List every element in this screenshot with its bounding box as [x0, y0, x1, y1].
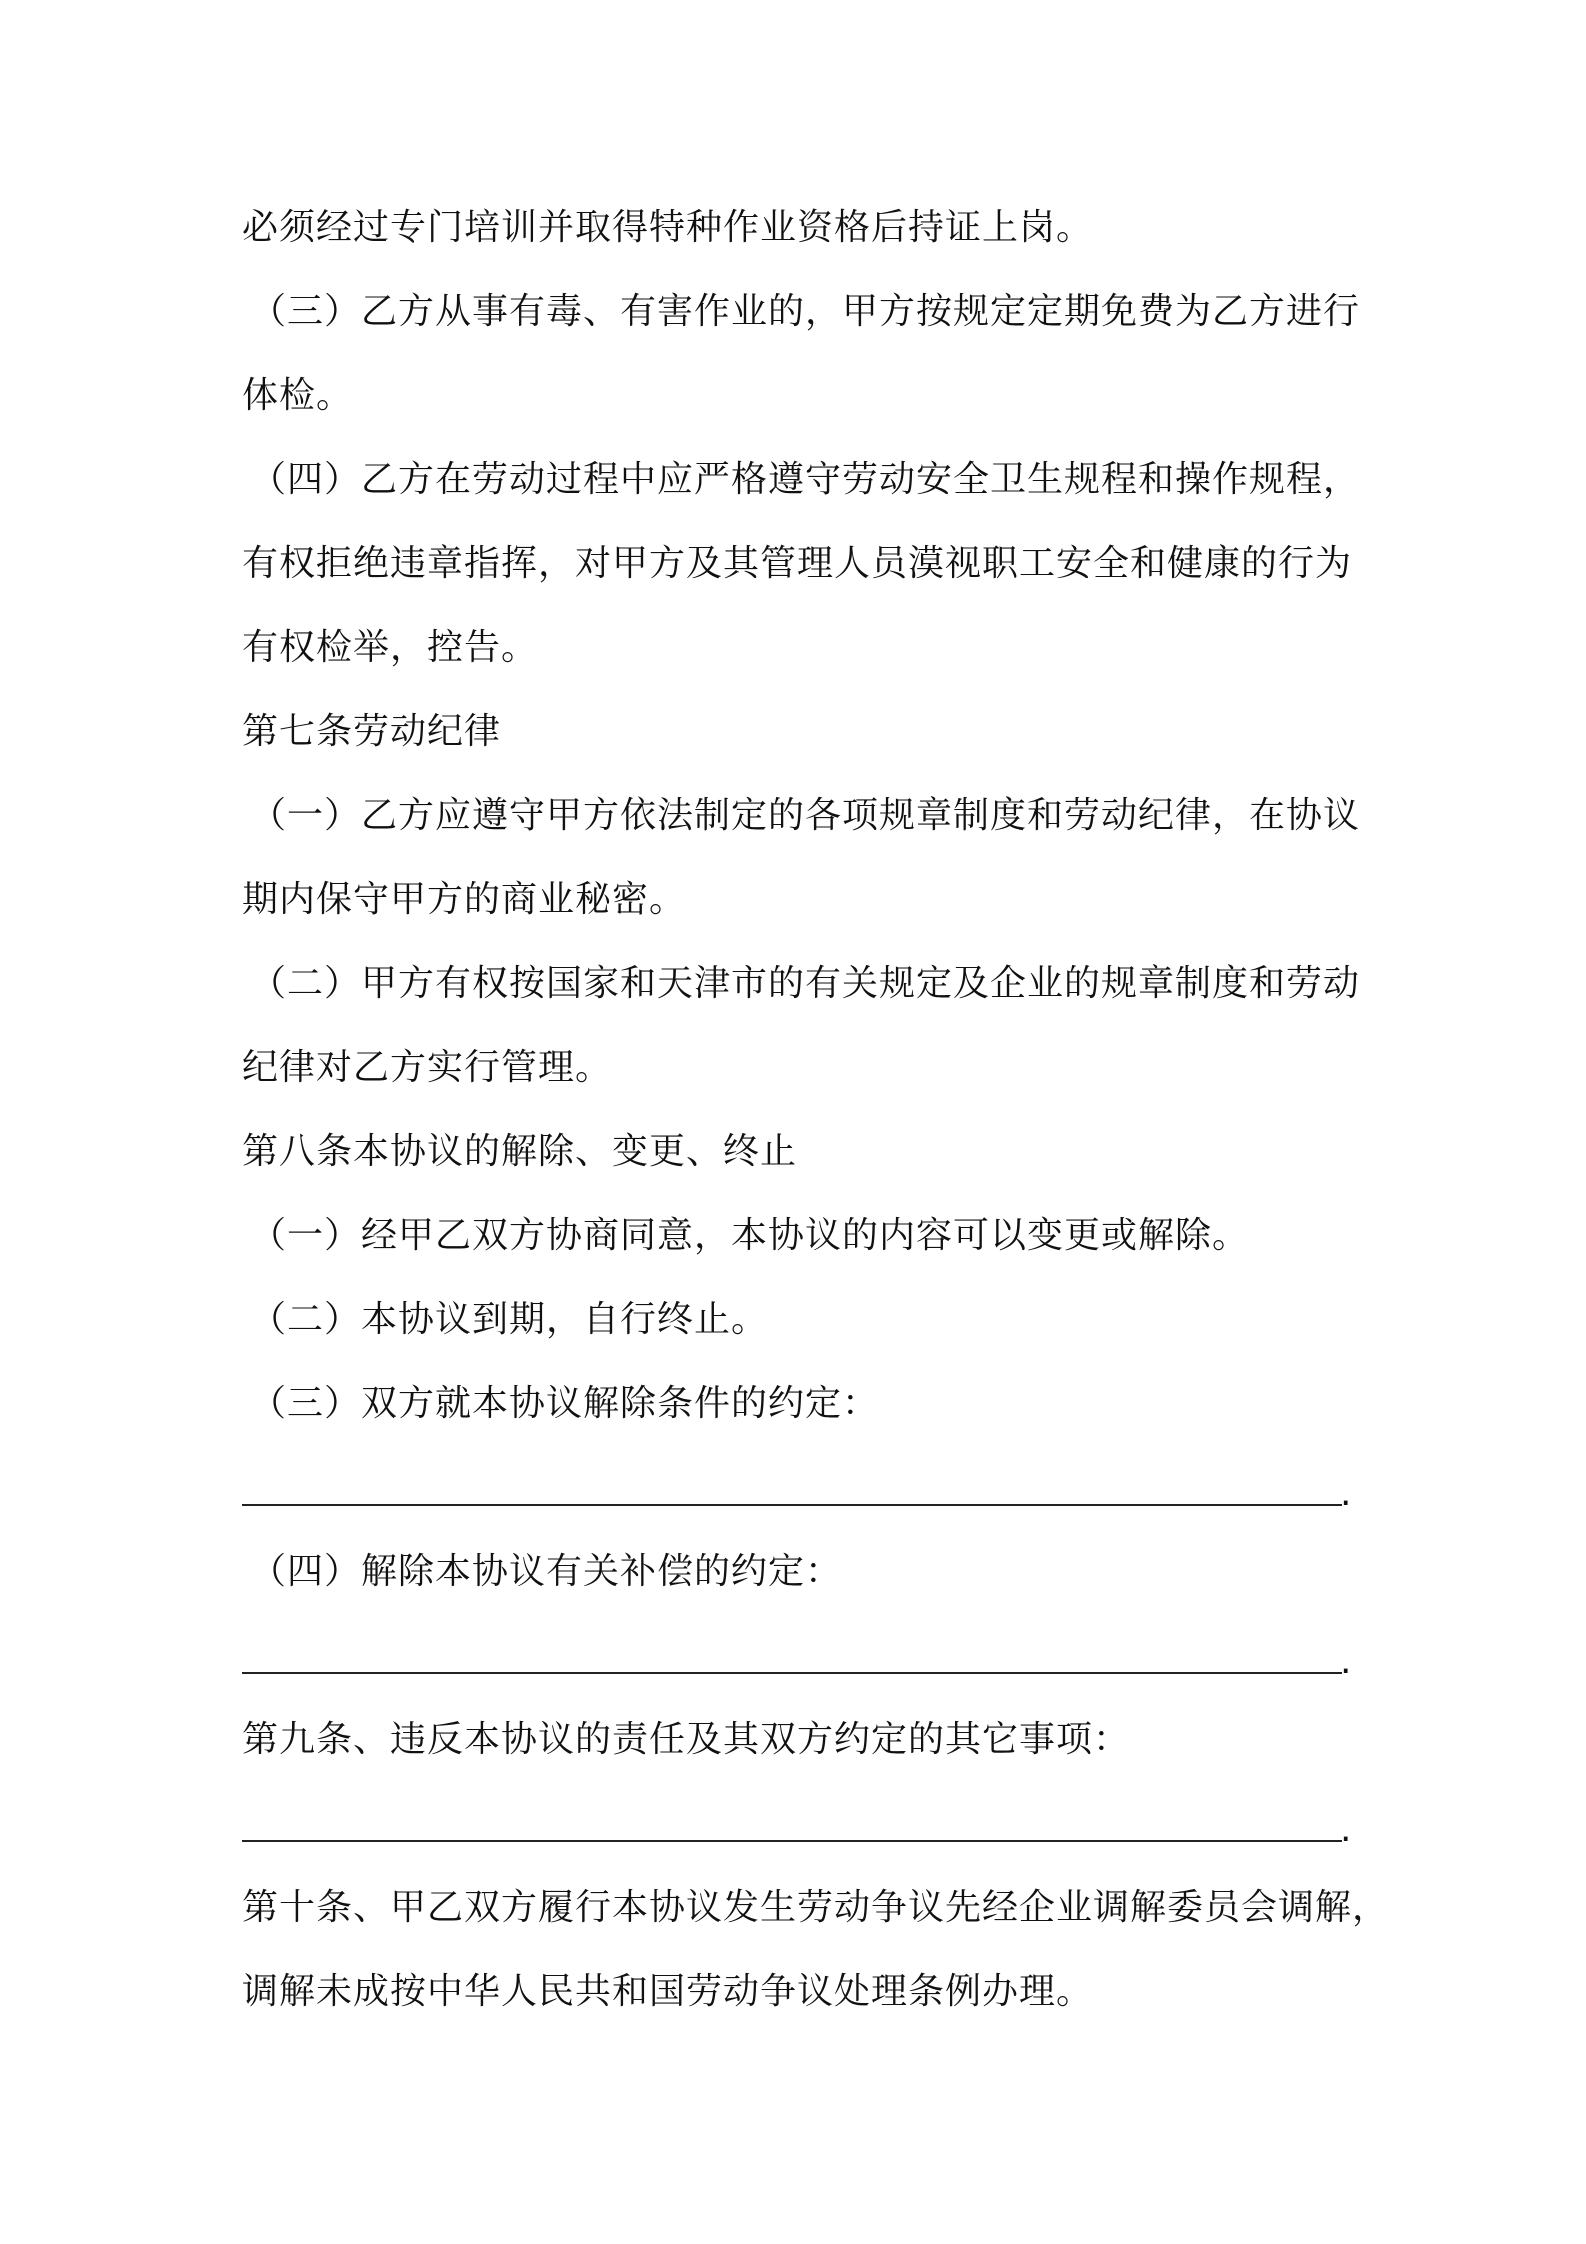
- text-line-19: 调解未成按中华人民共和国劳动争议处理条例办理。: [242, 1971, 1094, 2012]
- section-heading-article-10: 第十条、甲乙双方履行本协议发生劳动争议先经企业调解委员会调解，: [242, 1887, 1390, 1928]
- text-line-9: 期内保守甲方的商业秘密。: [242, 879, 687, 920]
- text-line-11: 纪律对乙方实行管理。: [242, 1047, 613, 1088]
- text-line-2: （三）乙方从事有毒、有害作业的，甲方按规定定期免费为乙方进行: [250, 291, 1361, 332]
- blank-end-period-2: .: [1340, 1641, 1352, 1682]
- text-line-13: （一）经甲乙双方协商同意，本协议的内容可以变更或解除。: [250, 1215, 1250, 1256]
- text-line-14: （二）本协议到期，自行终止。: [250, 1299, 769, 1340]
- fill-in-blank-line-2[interactable]: [242, 1672, 1342, 1674]
- fill-in-blank-line-1[interactable]: [242, 1504, 1342, 1506]
- blank-end-period-3: .: [1340, 1809, 1352, 1850]
- section-heading-article-7: 第七条劳动纪律: [242, 711, 502, 752]
- blank-end-period-1: .: [1340, 1473, 1352, 1514]
- text-line-15: （三）双方就本协议解除条件的约定：: [250, 1383, 880, 1424]
- text-line-4: （四）乙方在劳动过程中应严格遵守劳动安全卫生规程和操作规程，: [250, 459, 1361, 500]
- text-line-5: 有权拒绝违章指挥，对甲方及其管理人员漠视职工安全和健康的行为: [242, 543, 1353, 584]
- text-line-1: 必须经过专门培训并取得特种作业资格后持证上岗。: [242, 207, 1094, 248]
- section-heading-article-8: 第八条本协议的解除、变更、终止: [242, 1131, 798, 1172]
- text-line-10: （二）甲方有权按国家和天津市的有关规定及企业的规章制度和劳动: [250, 963, 1361, 1004]
- text-line-3: 体检。: [242, 375, 354, 416]
- section-heading-article-9: 第九条、违反本协议的责任及其双方约定的其它事项：: [242, 1719, 1131, 1760]
- text-line-8: （一）乙方应遵守甲方依法制定的各项规章制度和劳动纪律，在协议: [250, 795, 1361, 836]
- text-line-6: 有权检举，控告。: [242, 627, 539, 668]
- text-line-16: （四）解除本协议有关补偿的约定：: [250, 1551, 843, 1592]
- fill-in-blank-line-3[interactable]: [242, 1840, 1342, 1842]
